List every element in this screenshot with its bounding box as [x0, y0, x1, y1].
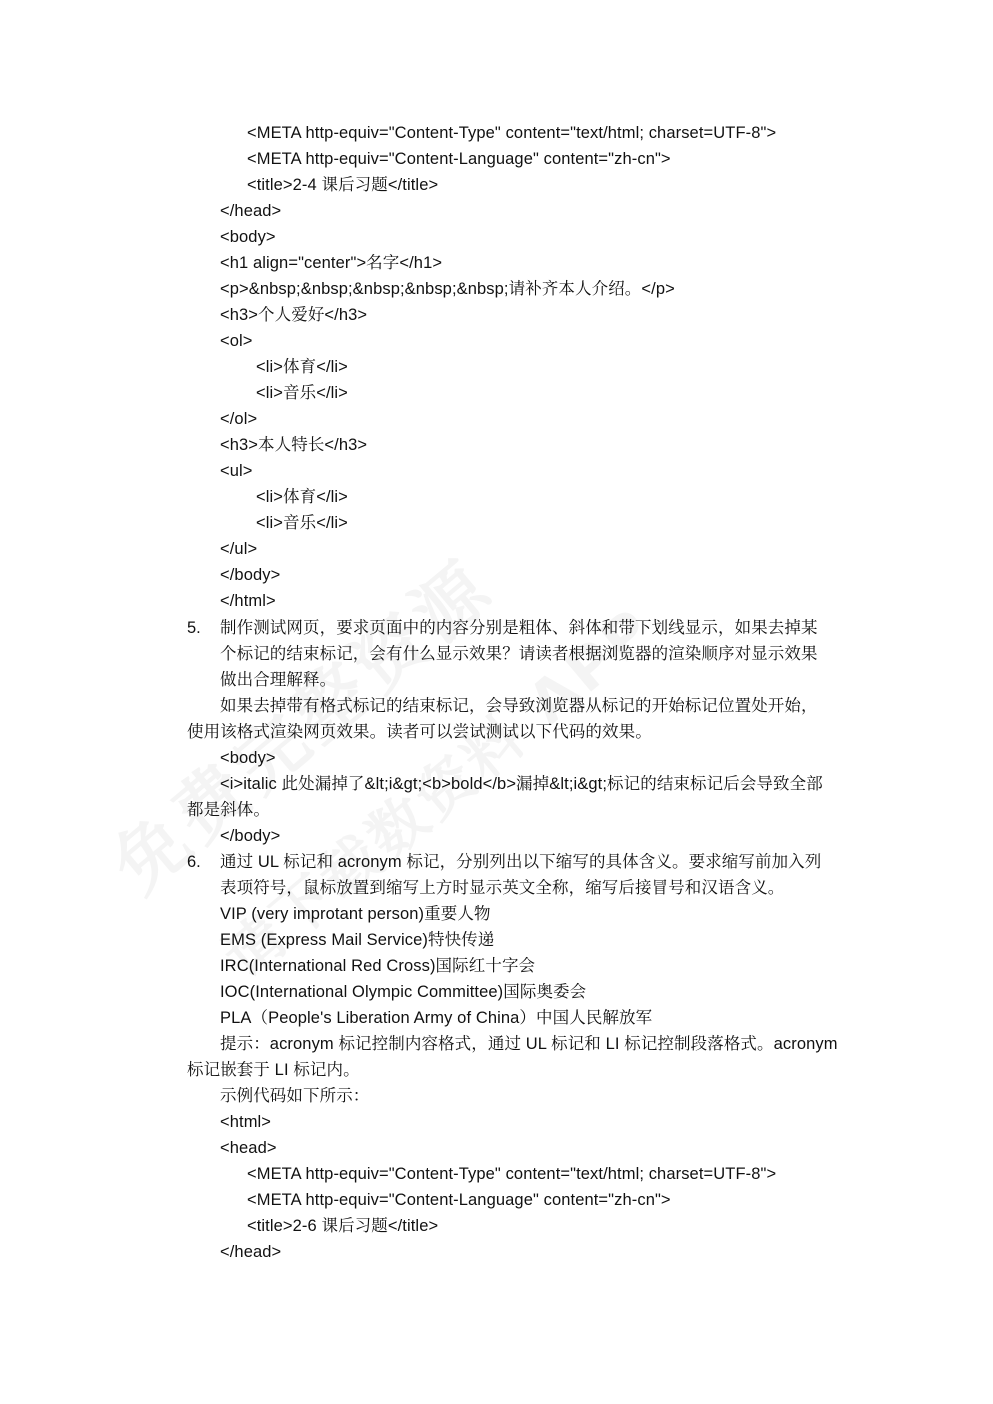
body-text-line: 提示：acronym 标记控制内容格式，通过 UL 标记和 LI 标记控制段落格式。acronym — [220, 1035, 838, 1053]
code-line: <i>italic 此处漏掉了&lt;i&gt;<b>bold</b>漏掉&lt;i&gt;标记的结束标记后会导致全部 — [220, 775, 823, 793]
code-line: <h1 align="center">名字</h1> — [220, 254, 443, 272]
code-line: <body> — [220, 749, 276, 767]
code-line: <head> — [220, 1139, 277, 1157]
code-line: </head> — [220, 1243, 282, 1261]
code-line: <META http-equiv="Content-Language" content="zh-cn"> — [247, 1191, 671, 1209]
code-line: <META http-equiv="Content-Type" content="text/html; charset=UTF-8"> — [247, 1165, 777, 1183]
code-line: <META http-equiv="Content-Language" content="zh-cn"> — [247, 150, 671, 168]
code-line: <li>音乐</li> — [256, 514, 348, 532]
body-text-line: 标记嵌套于 LI 标记内。 — [187, 1061, 360, 1079]
body-text-line: VIP (very improtant person)重要人物 — [220, 905, 491, 923]
code-line: <html> — [220, 1113, 272, 1131]
body-text-line: 个标记的结束标记，会有什么显示效果？请读者根据浏览器的渲染顺序对显示效果 — [220, 645, 818, 663]
code-line: </body> — [220, 566, 281, 584]
body-text-line: IOC(International Olympic Committee)国际奥委会 — [220, 983, 587, 1001]
code-line: <ul> — [220, 462, 253, 480]
body-text-line: 如果去掉带有格式标记的结束标记，会导致浏览器从标记的开始标记位置处开始， — [220, 697, 818, 715]
code-line: <ol> — [220, 332, 253, 350]
body-text-line: EMS (Express Mail Service)特快传递 — [220, 931, 495, 949]
body-text-line: 都是斜体。 — [187, 801, 270, 819]
body-text-line: 使用该格式渲染网页效果。读者可以尝试测试以下代码的效果。 — [187, 723, 652, 741]
item-number: 6. — [187, 853, 201, 871]
body-text-line: 做出合理解释。 — [220, 671, 337, 689]
code-line: <h3>本人特长</h3> — [220, 436, 368, 454]
body-text-line: 通过 UL 标记和 acronym 标记，分别列出以下缩写的具体含义。要求缩写前加入列 — [220, 853, 822, 871]
code-line: </ol> — [220, 410, 258, 428]
code-line: <li>体育</li> — [256, 358, 348, 376]
code-line: <li>音乐</li> — [256, 384, 348, 402]
code-line: <h3>个人爱好</h3> — [220, 306, 368, 324]
body-text-line: 表项符号，鼠标放置到缩写上方时显示英文全称，缩写后接冒号和汉语含义。 — [220, 879, 785, 897]
item-number: 5. — [187, 619, 201, 637]
code-line: <title>2-6 课后习题</title> — [247, 1217, 439, 1235]
code-line: <body> — [220, 228, 276, 246]
body-text-line: PLA（People's Liberation Army of China）中国人民解放军 — [220, 1009, 653, 1027]
body-text-line: 示例代码如下所示： — [220, 1087, 370, 1105]
code-line: </head> — [220, 202, 282, 220]
code-line: </body> — [220, 827, 281, 845]
code-line: <title>2-4 课后习题</title> — [247, 176, 439, 194]
body-text-line: 制作测试网页，要求页面中的内容分别是粗体、斜体和带下划线显示，如果去掉某 — [220, 619, 818, 637]
code-line: </ul> — [220, 540, 258, 558]
code-line: <li>体育</li> — [256, 488, 348, 506]
body-text-line: IRC(International Red Cross)国际红十字会 — [220, 957, 536, 975]
code-line: </html> — [220, 592, 276, 610]
code-line: <META http-equiv="Content-Type" content="text/html; charset=UTF-8"> — [247, 124, 777, 142]
code-line: <p>&nbsp;&nbsp;&nbsp;&nbsp;&nbsp;请补齐本人介绍。</p> — [220, 280, 675, 298]
